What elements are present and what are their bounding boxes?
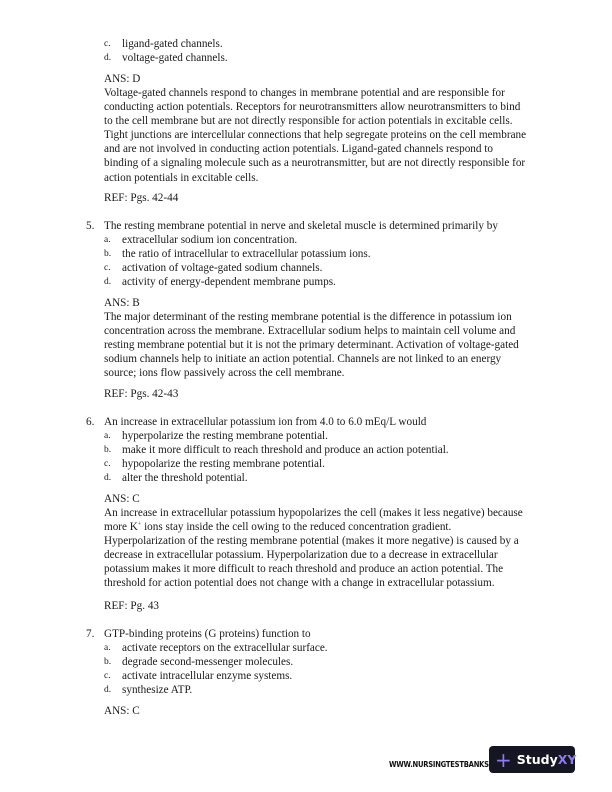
option-letter: b. [104,249,112,259]
plus-icon: + [495,747,512,772]
option-text: activate intracellular enzyme systems. [122,670,293,682]
option-text: the ratio of intracellular to extracellular potassium ions. [122,248,371,260]
answer-label: ANS: C [104,493,140,505]
website-watermark[interactable]: WWW.NURSINGTESTBANKS [389,759,489,769]
answer-label: ANS: C [104,705,140,717]
answer-label: ANS: D [104,73,141,85]
answer-label: ANS: B [104,297,140,309]
option-text: synthesize ATP. [122,684,193,696]
option-letter: d. [104,53,112,63]
option-text: hyperpolarize the resting membrane potential. [122,430,328,442]
option-text: degrade second-messenger molecules. [122,656,294,668]
option-letter: d. [104,277,112,287]
option-text: voltage-gated channels. [122,52,228,64]
rationale: Voltage-gated channels respond to changes in membrane potential and are responsible for conducting action potentials. Receptors for neurotransmitters allow neurotransmitters to bind to the cell membrane but are not directly responsible for action potentials in excitable cells. Tight junctions are intercellular connections that help segregate proteins on the cell membrane and are not involved in conducting action potentials. Ligand-gated channels respond to binding of a signaling molecule such as a neurotransmitter, but are not directly responsible for action potentials in excitable cells. [104,87,527,184]
option-letter: d. [104,685,112,695]
option-text: ligand-gated channels. [122,38,223,50]
option-text: alter the threshold potential. [122,472,248,484]
option-letter: a. [104,431,111,441]
option-text: extracellular sodium ion concentration. [122,234,298,246]
question-number: 6. [86,416,95,428]
reference: REF: Pgs. 42-44 [104,192,179,204]
rationale: The major determinant of the resting membrane potential is the difference in potassium ion concentration across the membrane. Extracellular sodium helps to maintain cell volume and resting membrane potential but it is not the primary determinant. Activation of voltage-gated sodium channels help to initiate an action potential. Channels are not linked to an energy source; ions flow passively across the cell membrane. [104,311,519,380]
option-letter: c. [104,39,111,49]
question-number: 5. [86,220,95,232]
option-letter: b. [104,657,112,667]
option-letter: c. [104,459,111,469]
studyxy-badge[interactable] [489,746,575,773]
option-text: activate receptors on the extracellular surface. [122,642,328,654]
option-letter: b. [104,445,112,455]
option-text: activation of voltage-gated sodium channels. [122,262,323,274]
question-stem: The resting membrane potential in nerve and skeletal muscle is determined primarily by [104,220,498,232]
option-letter: c. [104,671,111,681]
option-text: hypopolarize the resting membrane potential. [122,458,325,470]
question-number: 7. [86,628,95,640]
rationale: An increase in extracellular potassium hypopolarizes the cell (makes it less negative) because more K+ ions stay inside the cell owing to the reduced concentration gradient. Hyperpolarization of the resting membrane potential (makes it more negative) is caused by a decrease in extracellular potassium. Hyperpolarization due to a decrease in extracellular potassium makes it more difficult to reach threshold and produce an action potential. The threshold for action potential does not change with a change in extracellular potassium. [104,506,612,591]
option-letter: a. [104,235,111,245]
question-stem: An increase in extracellular potassium ion from 4.0 to 6.0 mEq/L would [104,416,427,428]
option-text: make it more difficult to reach threshold and produce an action potential. [122,444,449,456]
option-text: activity of energy-dependent membrane pumps. [122,276,336,288]
reference: REF: Pg. 43 [104,600,160,612]
question-stem: GTP-binding proteins (G proteins) function to [104,628,311,640]
option-letter: c. [104,263,111,273]
reference: REF: Pgs. 42-43 [104,388,179,400]
rationale-line-with-superscript: more K+ ions stay inside the cell owing to the reduced concentration gradient. [104,521,452,534]
option-letter: a. [104,643,111,653]
brand-logo-text: StudyXY [516,752,577,767]
option-letter: d. [104,473,112,483]
